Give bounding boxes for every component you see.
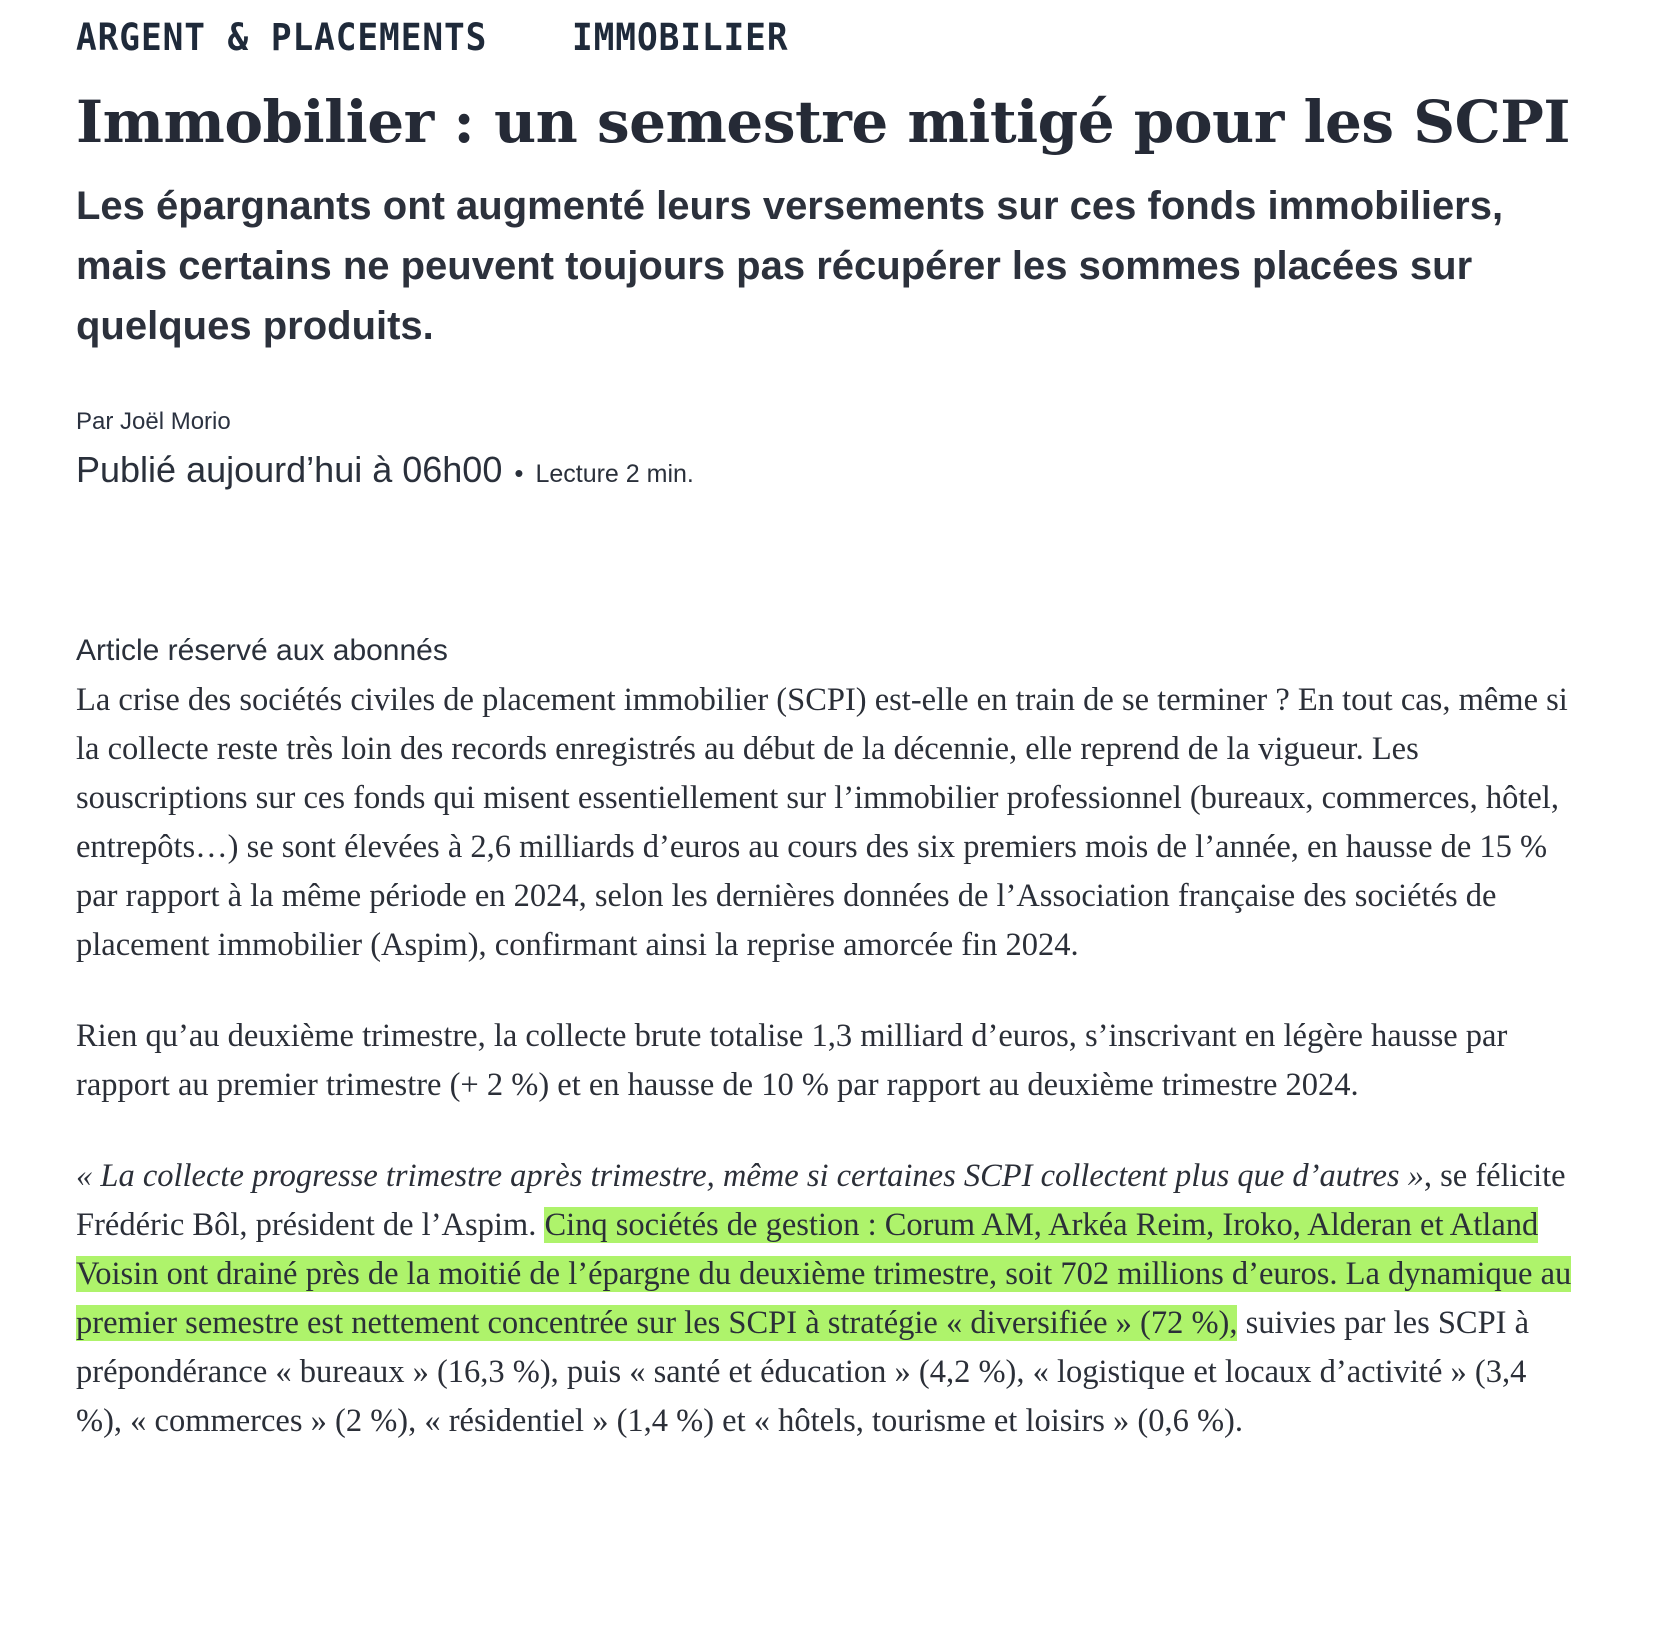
article: [76, 0, 1596, 1488]
quote: « La collecte progresse trimestre après trimestre, même si certaines SCPI collectent plus que d’autres »: [76, 1158, 1424, 1194]
meta-separator: •: [514, 458, 524, 488]
quote-attribution: , se félicite Frédéric Bôl, président de l’Aspim.: [76, 1158, 1566, 1243]
paragraph-1: La crise des sociétés civiles de placement immobilier (SCPI) est-elle en train de se terminer ? En tout cas, même si la collecte reste très loin des records enregistrés au début de la décennie, elle reprend de la vigueur. Les souscriptions sur ces fonds qui misent essentiellement sur l’immobilier professionnel (bureaux, commerces, hôtel, entrepôts…) se sont élevées à 2,6 milliards d’euros au cours des six premiers mois de l’année, en hausse de 15 % par rapport à la même période en 2024, selon les dernières données de l’Association française des sociétés de placement immobilier (Aspim), confirmant ainsi la reprise amorcée fin 2024.: [76, 682, 1568, 963]
reading-time: Lecture 2 min.: [535, 460, 694, 488]
article-meta: [76, 446, 1596, 498]
published-date: Publié aujourd’hui à 06h00: [76, 449, 503, 490]
highlighted-text[interactable]: Cinq sociétés de gestion : Corum AM, Arkéa Reim, Iroko, Alderan et Atland Voisin ont drainé près de la moitié de l’épargne du deuxième trimestre, soit 702 millions d’euros. La dynamique au premier semestre est nettement concentrée sur les SCPI à stratégie « diversifiée » (72 %),: [76, 1207, 1572, 1341]
author-byline: Par Joël Morio: [76, 408, 231, 435]
rubric-immobilier[interactable]: IMMOBILIER: [572, 15, 789, 59]
rubric-argent-placements[interactable]: ARGENT & PLACEMENTS: [76, 15, 488, 59]
article-title: Immobilier : un semestre mitigé pour les SCPI: [76, 88, 1571, 156]
article-body: [76, 676, 1596, 1446]
rubric-nav: [76, 12, 1596, 62]
paragraph-2: Rien qu’au deuxième trimestre, la collecte brute totalise 1,3 milliard d’euros, s’inscrivant en légère hausse par rapport au premier trimestre (+ 2 %) et en hausse de 10 % par rapport au deuxième trimestre 2024.: [76, 1018, 1508, 1103]
paragraph-3: [76, 1152, 1576, 1446]
subscriber-notice: Article réservé aux abonnés: [76, 634, 448, 667]
article-standfirst: Les épargnants ont augmenté leurs versements sur ces fonds immobiliers, mais certains ne peuvent toujours pas récupérer les sommes placées sur quelques produits.: [76, 184, 1504, 348]
paragraph-3-end: suivies par les SCPI à prépondérance « bureaux » (16,3 %), puis « santé et éducation » (4,2 %), « logistique et locaux d’activité » (3,4 %), « commerces » (2 %), « résidentiel » (1,4 %) et « hôtels, tourisme et loisirs » (0,6 %).: [76, 1305, 1530, 1439]
